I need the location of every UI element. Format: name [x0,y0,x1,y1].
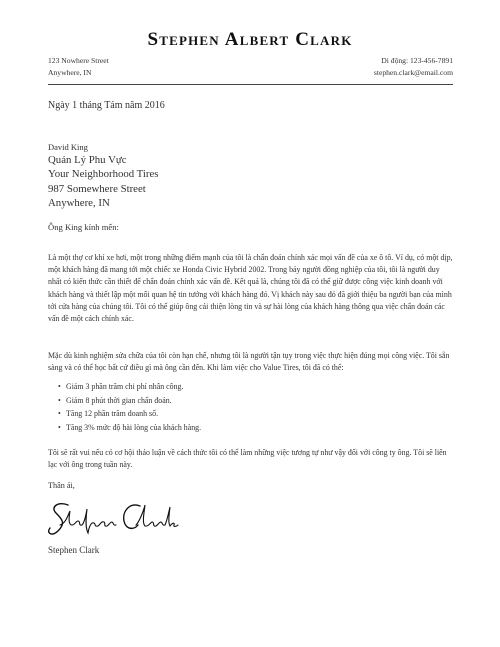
list-item [58,380,201,394]
bullet-icon: • [58,382,61,391]
bullet-icon: • [58,395,61,405]
phone-text: Di động: 123-456-7891 [381,56,453,65]
list-item [58,421,201,435]
recipient-company: Your Neighborhood Tires [48,168,159,181]
signature-icon [44,497,184,542]
recipient-block [48,141,159,211]
bullet-icon: • [58,422,61,432]
list-item [58,407,201,421]
list-item-text: Giảm 8 phút thời gian chẩn đoán. [66,395,172,405]
letter-date: Ngày 1 tháng Tám năm 2016 [48,100,165,111]
list-item-text: Giảm 3 phần trăm chi phí nhân công. [66,382,184,391]
list-item-text: Tăng 12 phần trăm doanh số. [66,409,159,419]
email-text: stephen.clark@email.com [373,68,453,77]
body-paragraph-2: Mặc dù kinh nghiệm sửa chữa của tôi còn hạn chế, nhưng tôi là người tận tụy trong việc thực hiện đúng mọi công việc. Tôi sẵn sàng và có thể học bất cứ điều gì mà ông cần đến. Khi làm việc cho Value Tires, tôi đã có thể: [48,351,450,373]
list-item-text: Tăng 3% mức độ hài lòng của khách hàng. [66,422,202,432]
salutation: Ông King kính mến: [48,222,119,232]
header-divider [48,84,453,85]
sender-contact [374,55,453,79]
body-paragraph-3: Tôi sẽ rất vui nếu có cơ hội thảo luận về cách thức tôi có thể làm những việc tương tự như vậy đối với công ty ông. Tôi sẽ liên lạc với ông trong tuần này. [48,448,447,470]
address-line-1: 123 Nowhere Street [48,56,109,65]
body-paragraph-1: Là một thợ cơ khí xe hơi, một trong những điểm mạnh của tôi là chẩn đoán chính xác mọi vấn đề của xe ô tô. Ví dụ, có một dịp, một khách hàng đã mang tới một chiếc xe Honda Civic Hybrid 2002. Trong bảy người đồng nghiệp của tôi, tôi là người duy nhất có kiến thức cần thiết để chẩn đoán chính xác vấn đề. Kết quả là, chúng tôi đã có thể giữ được công việc kinh doanh với khách hàng và thiết lập một mối quan hệ tin tưởng với khách hàng đó. Vị khách này sau đó đã giới thiệu ba người bạn của mình tới cửa hàng của chúng tôi. Tôi có thể giúp ông cải thiện lòng tin và sự hài lòng của khách hàng thông qua việc chẩn đoán các vấn đề một cách chính xác. [48,253,453,324]
sender-name: Stephen Albert Clark [147,29,353,50]
bullet-icon: • [58,409,61,419]
recipient-title: Quản Lý Phu Vực [48,154,127,166]
closing: Thân ái, [48,481,75,490]
list-item [58,394,201,408]
recipient-street: 987 Somewhere Street [48,182,146,195]
sender-address [48,55,109,79]
address-line-2: Anywhere, IN [48,68,92,77]
recipient-city: Anywhere, IN [48,197,110,210]
achievement-list [58,380,201,434]
signer-name: Stephen Clark [48,545,100,555]
recipient-name: David King [48,142,88,152]
